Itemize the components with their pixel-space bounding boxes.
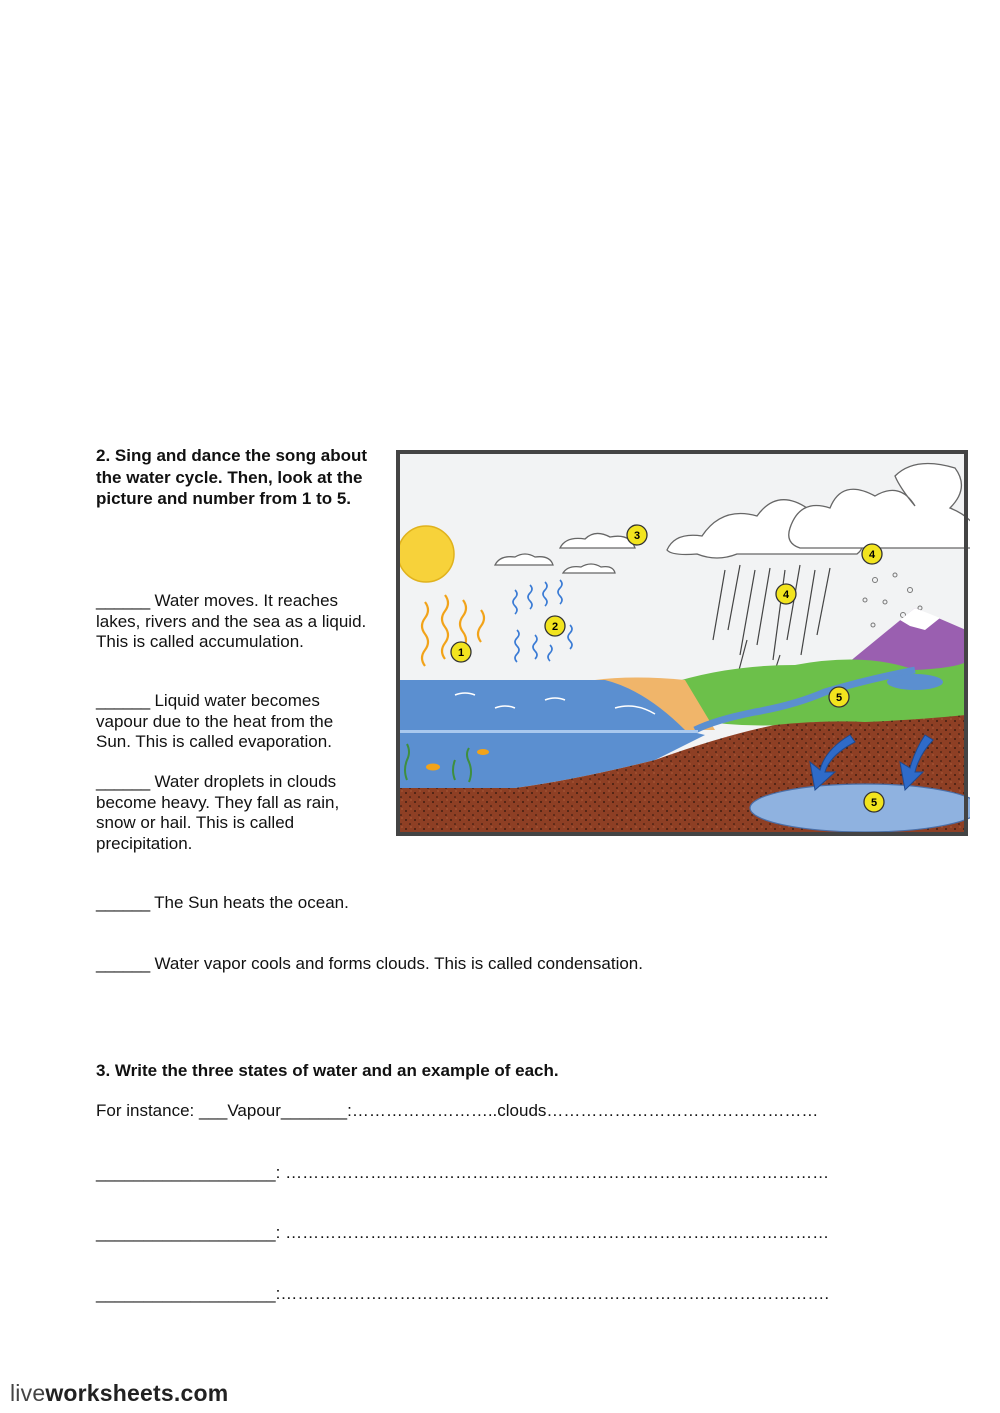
water-cycle-diagram — [395, 430, 970, 840]
section-3-heading: 3. Write the three states of water and an example of each. — [96, 1061, 559, 1080]
logo-bold: worksheets.com — [45, 1380, 229, 1406]
marker — [862, 544, 882, 564]
example-line: For instance: ___Vapour_______:……………………..clouds………………………………………… — [96, 1101, 819, 1120]
svg-text:5: 5 — [870, 797, 878, 809]
sun-icon — [398, 526, 454, 582]
list-item — [96, 954, 643, 974]
item-text: Liquid water becomes vapour due to the heat from the Sun. This is called evaporation. — [96, 691, 334, 751]
svg-text:2: 2 — [551, 621, 559, 633]
answer-blank[interactable]: ______ — [96, 954, 150, 973]
answer-blank[interactable]: ______ — [96, 772, 150, 791]
list-item — [96, 772, 371, 854]
logo-light: live — [10, 1380, 46, 1406]
answer-blank[interactable]: ______ — [96, 591, 150, 610]
answer-line[interactable]: ___________________:……………………………………………………………………………………. — [96, 1284, 830, 1303]
item-text: Water vapor cools and forms clouds. This is called condensation. — [149, 954, 643, 973]
section-2-heading: 2. Sing and dance the song about the water cycle. Then, look at the picture and number from 1 to 5. — [96, 446, 368, 508]
svg-text:4: 4 — [782, 589, 790, 601]
item-text: Water droplets in clouds become heavy. They fall as rain, snow or hail. This is called precipitation. — [96, 772, 340, 853]
marker — [829, 687, 849, 707]
answer-blank[interactable]: ______ — [96, 893, 150, 912]
answer-line[interactable]: ___________________: …………………………………………………………………………………… — [96, 1223, 830, 1242]
marker — [776, 584, 796, 604]
svg-text:3: 3 — [633, 530, 641, 542]
list-item — [96, 691, 371, 753]
svg-text:1: 1 — [457, 647, 465, 659]
item-text: Water moves. It reaches lakes, rivers and the sea as a liquid. This is called accumulation. — [96, 591, 367, 651]
svg-text:4: 4 — [868, 549, 876, 561]
answer-blank[interactable]: ______ — [96, 691, 150, 710]
marker — [451, 642, 471, 662]
marker — [864, 792, 884, 812]
list-item — [96, 893, 349, 913]
list-item — [96, 591, 371, 653]
svg-text:5: 5 — [835, 692, 843, 704]
marker — [545, 616, 565, 636]
liveworksheets-logo[interactable] — [10, 1380, 228, 1407]
answer-line[interactable]: ___________________: …………………………………………………………………………………… — [96, 1163, 830, 1182]
marker — [627, 525, 647, 545]
groundwater — [750, 784, 970, 832]
item-text: The Sun heats the ocean. — [149, 893, 349, 912]
